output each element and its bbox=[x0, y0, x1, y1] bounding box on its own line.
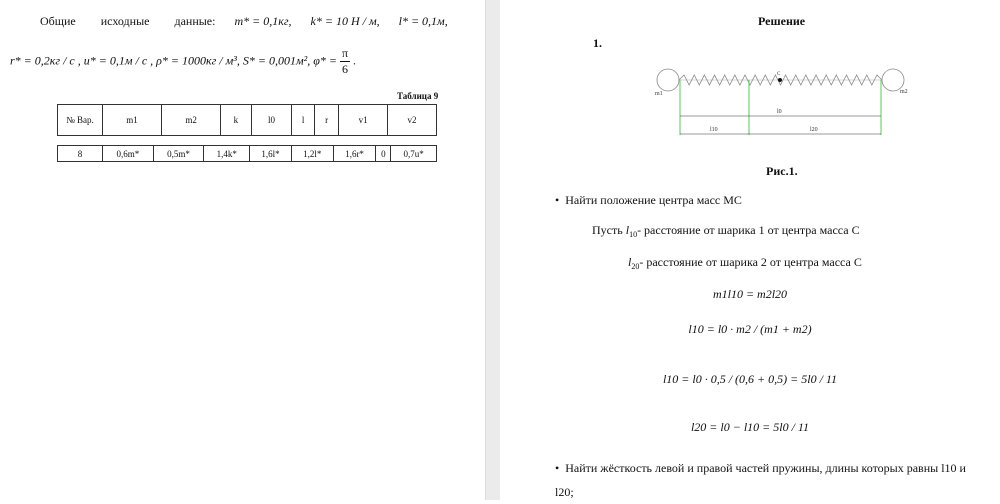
step-number: 1. bbox=[593, 36, 602, 50]
intro-line-1 bbox=[40, 14, 448, 29]
cell-v2: 0,7u* bbox=[391, 146, 437, 162]
figure-caption: Рис.1. bbox=[766, 164, 798, 178]
params-line-2: r* = 0,2кг / с , u* = 0,1м / с , ρ* = 1000кг / м³, S* = 0,001м², φ* = bbox=[10, 53, 337, 68]
cell-l0: 1,6l* bbox=[250, 146, 292, 162]
phi-den: 6 bbox=[342, 62, 349, 76]
th-v1: v1 bbox=[339, 105, 388, 136]
param-l: l* = 0,1м, bbox=[398, 14, 448, 28]
bullet-item-stiffness: • Найти жёсткость левой и правой частей пружины, длины которых равны l10 и l20; bbox=[555, 461, 966, 499]
label-l10: l10 bbox=[710, 127, 718, 133]
cell-v1: 0 bbox=[376, 146, 391, 162]
l10-desc: - расстояние от шарика 1 от центра масса С bbox=[637, 223, 860, 237]
th-r: r bbox=[314, 105, 338, 136]
intro-line-2: r* = 0,2кг / с , u* = 0,1м / с , ρ* = 1000кг / м³, S* = 0,001м², φ* = $\frac{\pi}{6}$ . bbox=[10, 46, 357, 76]
label-c: C bbox=[777, 72, 781, 77]
cell-m1: 0,6m* bbox=[103, 146, 154, 162]
page-gap bbox=[485, 0, 501, 500]
th-v2: v2 bbox=[388, 105, 437, 136]
bullet-item-center-of-mass: • Найти положение центра масс МС bbox=[555, 193, 742, 207]
variant-table-row bbox=[57, 145, 437, 162]
let-l10-line: Пусть $l_{10}-$ расстояние от шарика 1 от центра масса С bbox=[592, 223, 860, 239]
solution-heading: Решение bbox=[758, 14, 806, 28]
equation-2: l10 = l0 · m2 / (m1 + m2) bbox=[688, 322, 812, 336]
th-l0: l0 bbox=[251, 105, 292, 136]
th-var: № Вар. bbox=[58, 105, 103, 136]
spring-diagram bbox=[650, 60, 920, 145]
th-m1: m1 bbox=[103, 105, 162, 136]
cell-var: 8 bbox=[58, 146, 103, 162]
ball-2 bbox=[882, 69, 904, 91]
bullet1-text: Найти положение центра масс МС bbox=[565, 193, 742, 207]
l20-line: $l_{20}-$ расстояние от шарика 2 от центра масса С bbox=[628, 255, 862, 271]
cell-l: 1,2l* bbox=[291, 146, 333, 162]
l20-desc: - расстояние от шарика 2 от центра масса С bbox=[639, 255, 862, 269]
equation-1: m1l10 = m2l20 bbox=[712, 287, 788, 301]
th-m2: m2 bbox=[162, 105, 221, 136]
ball-1 bbox=[657, 69, 679, 91]
param-k: k* = 10 Н / м, bbox=[310, 14, 380, 28]
cell-m2: 0,5m* bbox=[153, 146, 204, 162]
let-prefix: Пусть bbox=[592, 223, 623, 237]
equation-4: l20 = l0 − l10 = 5l0 / 11 bbox=[690, 420, 810, 434]
center-of-mass-point bbox=[778, 78, 782, 82]
phi-num: π bbox=[341, 46, 349, 60]
label-m2: m2 bbox=[900, 89, 908, 95]
param-m: m* = 0,1кг, bbox=[234, 14, 292, 28]
label-l20: l20 bbox=[810, 127, 818, 133]
phi-fraction bbox=[340, 46, 350, 77]
bullet2-text: Найти жёсткость левой и правой частей пружины, длины которых равны l10 и l20; bbox=[555, 461, 966, 499]
intro-label: Общие исходные данные: bbox=[40, 14, 216, 28]
right-page bbox=[500, 0, 1000, 500]
label-m1: m1 bbox=[655, 91, 663, 97]
left-page bbox=[0, 0, 485, 500]
variant-table-header bbox=[57, 104, 437, 136]
cell-r: 1,6r* bbox=[333, 146, 376, 162]
th-k: k bbox=[221, 105, 252, 136]
table-caption: Таблица 9 bbox=[397, 91, 439, 101]
cell-k: 1,4k* bbox=[204, 146, 250, 162]
th-l: l bbox=[292, 105, 314, 136]
label-l0: l0 bbox=[777, 109, 782, 115]
equation-3: l10 = l0 · 0,5 / (0,6 + 0,5) = 5l0 / 11 bbox=[662, 372, 838, 386]
